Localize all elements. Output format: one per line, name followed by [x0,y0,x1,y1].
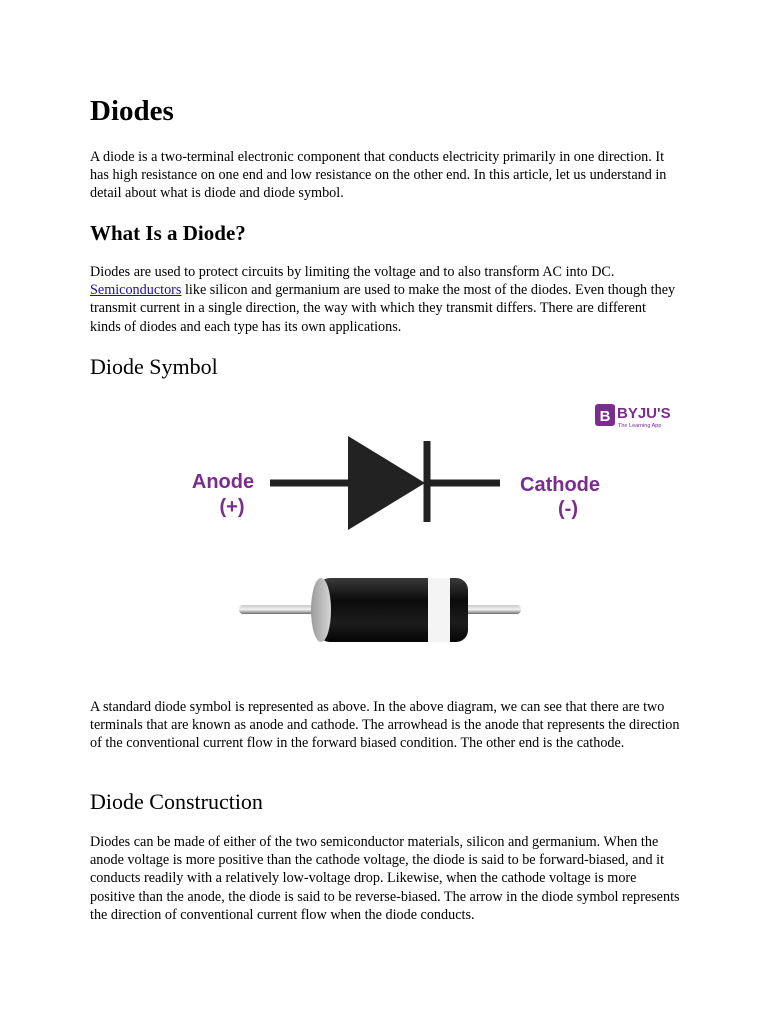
anode-sign: (+) [219,496,245,518]
section3-paragraph: Diodes can be made of either of the two semiconductor materials, silicon and germanium. When the anode voltage is more positive than the cathode voltage, the diode is said to be forward-biased, and it conducts readily with a relatively low-voltage drop. Likewise, when the cathode voltage is more positive than the anode, the diode is said to be reverse-biased. The arrow in the diode symbol represents the direction of conventional current flow when the diode conducts. [90,834,680,923]
section-heading-what-is-diode: What Is a Diode? [90,221,246,245]
cathode-label: Cathode [520,474,600,496]
section1-text-before-link: Diodes are used to protect circuits by limiting the voltage and to also transform AC into DC. [90,264,615,280]
cathode-sign: (-) [558,498,578,520]
section-heading-diode-symbol: Diode Symbol [90,354,218,379]
diode-symbol [270,436,500,530]
section-heading-diode-construction: Diode Construction [90,789,263,814]
diode-triangle [348,436,425,530]
semiconductors-link[interactable]: Semiconductors [90,282,182,299]
intro-paragraph: A diode is a two-terminal electronic component that conducts electricity primarily in one direction. It has high resistance on one end and low resistance on the other end. In this article, let us understand in detail about what is diode and diode symbol. [90,149,667,202]
section2-paragraph: A standard diode symbol is represented as above. In the above diagram, we can see that there are two terminals that are known as anode and cathode. The arrowhead is the anode that represents the direction of the conventional current flow in the forward biased condition. The other end is the cathode. [90,699,680,752]
section1-paragraph [90,263,680,336]
logo-badge-letter: B [599,408,611,425]
physical-diode [239,578,521,642]
right-lead-wire [462,605,521,614]
diode-end-cap [311,578,331,642]
byjus-logo [595,404,671,429]
cathode-band [428,578,450,642]
page-title: Diodes [90,95,174,127]
anode-label: Anode [191,471,255,493]
left-lead-wire [239,605,319,614]
logo-text: BYJU'S [617,405,671,422]
section1-text-after-link: like silicon and germanium are used to make the most of the diodes. Even though they transmit current in a single direction, the way with which they transmit differs. There are different kinds of diodes and each type has its own applications. [90,282,676,335]
logo-tagline: The Learning App [618,423,662,429]
